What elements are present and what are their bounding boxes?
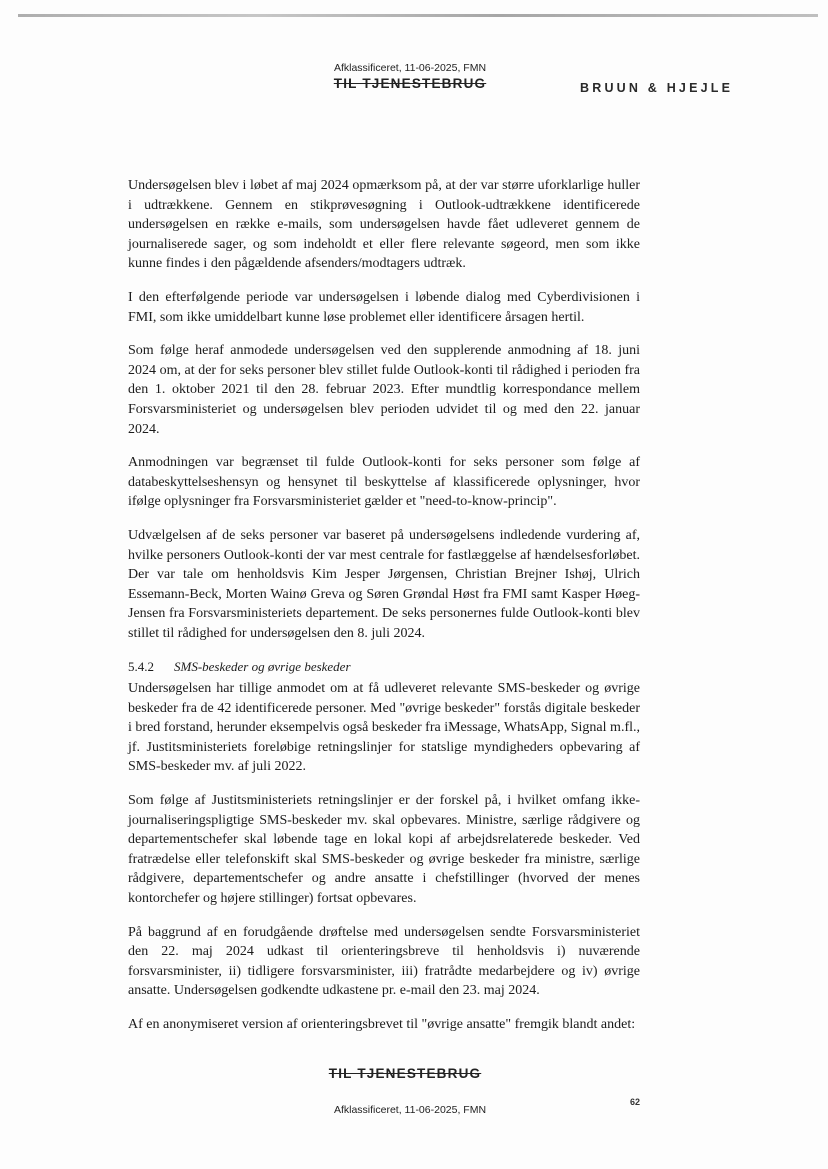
paragraph: Udvælgelsen af de seks personer var baseret på undersøgelsens indledende vurdering af, hvilke personers Outlook-konti der var mest centrale for fastlæggelse af hændelsesforløbet. Der var tale om henholdsvis Kim Jesper Jørgensen, Christian Brejner Ishøj, Ulrich Essemann-Beck, Morten Wainø Greva og Søren Grøndal Høst fra FMI samt Kasper Høeg-Jensen fra Forsvarsministeriets departement. De seks personernes fulde Outlook-konti blev stillet til rådighed for undersøgelsen den 8. juli 2024. (128, 527, 640, 641)
paragraph: Som følge af Justitsministeriets retningslinjer er der forskel på, i hvilket omfang ikke-journaliseringspligtige SMS-beskeder mv. skal opbevares. Ministre, særlige rådgivere og departementschefer skal løbende tage en lokal kopi af arbejdsrelaterede beskeder. Ved fratrædelse eller telefonskift skal SMS-beskeder og øvrige beskeder fra ministre, særlige rådgivere, departementschefer og andre ansatte i chefstillinger (hvorved der menes kontorchefer og højere stillinger) fortsat opbevares. (128, 793, 640, 906)
body-text (128, 176, 640, 1049)
footer-declassification-stamp: Afklassificeret, 11-06-2025, FMN (333, 1104, 487, 1116)
paragraph: Anmodningen var begrænset til fulde Outlook-konti for seks personer som følge af databeskyttelseshensyn og hensynet til beskyttelse af klassificerede oplysninger, hvor ifølge oplysninger fra Forsvarsministeriet gælder et "need-to-know-princip". (128, 455, 640, 510)
paragraph: På baggrund af en forudgående drøftelse med undersøgelsen sendte Forsvarsministeriet den 22. maj 2024 udkast til orienteringsbreve til henholdsvis i) nuværende forsvarsminister, ii) tidligere forsvarsminister, iii) fratrådte medarbejdere og iv) øvrige ansatte. Undersøgelsen godkendte udkastene pr. e-mail den 23. maj 2024. (128, 924, 640, 999)
logo: BRUUN & HJEJLE (580, 81, 734, 95)
paragraph: Af en anonymiseret version af orienteringsbrevet til "øvrige ansatte" fremgik blandt andet: (128, 1016, 636, 1032)
paragraph: Undersøgelsen blev i løbet af maj 2024 opmærksom på, at der var større uforklarlige huller i udtrækkene. Gennem en stikprøvesøgning i Outlook-udtrækkene identificerede undersøgelsen en række e-mails, som undersøgelsen havde fået udleveret gennem de journaliserede sager, og som indeholdt et eller flere relevante søgeord, men som ikke kunne findes i den pågældende afsenders/modtagers udtræk. (128, 178, 640, 272)
paragraph: I den efterfølgende periode var undersøgelsen i løbende dialog med Cyberdivisionen i FMI, som ikke umiddelbart kunne løse problemet eller identificere årsagen hertil. (128, 289, 640, 325)
page-number: 62 (629, 1097, 640, 1107)
header-declassification-stamp: Afklassificeret, 11-06-2025, FMN (333, 62, 487, 74)
section-number: 5.4.2 (128, 659, 154, 675)
section-title: SMS-beskeder og øvrige beskeder (174, 659, 351, 675)
header-classification: TIL TJENESTEBRUG (333, 76, 487, 91)
footer-classification: TIL TJENESTEBRUG (328, 1066, 482, 1081)
section-heading (128, 657, 640, 677)
paragraph: Undersøgelsen har tillige anmodet om at få udleveret relevante SMS-beskeder og øvrige beskeder fra de 42 identificerede personer. Med "øvrige beskeder" forstås digitale beskeder i bred forstand, herunder eksempelvis også beskeder fra iMessage, WhatsApp, Signal m.fl., jf. Justitsministeriets foreløbige retningslinjer for statslige myndigheders opbevaring af SMS-beskeder mv. af juli 2022. (128, 681, 640, 775)
paragraph: Som følge heraf anmodede undersøgelsen ved den supplerende anmodning af 18. juni 2024 om, at der for seks personer blev stillet fulde Outlook-konti til rådighed i perioden fra den 1. oktober 2021 til den 28. februar 2023. Efter mundtlig korrespondance mellem Forsvarsministeriet og undersøgelsen blev perioden udvidet til og med den 22. januar 2024. (128, 343, 640, 437)
scan-edge-line (18, 14, 818, 17)
